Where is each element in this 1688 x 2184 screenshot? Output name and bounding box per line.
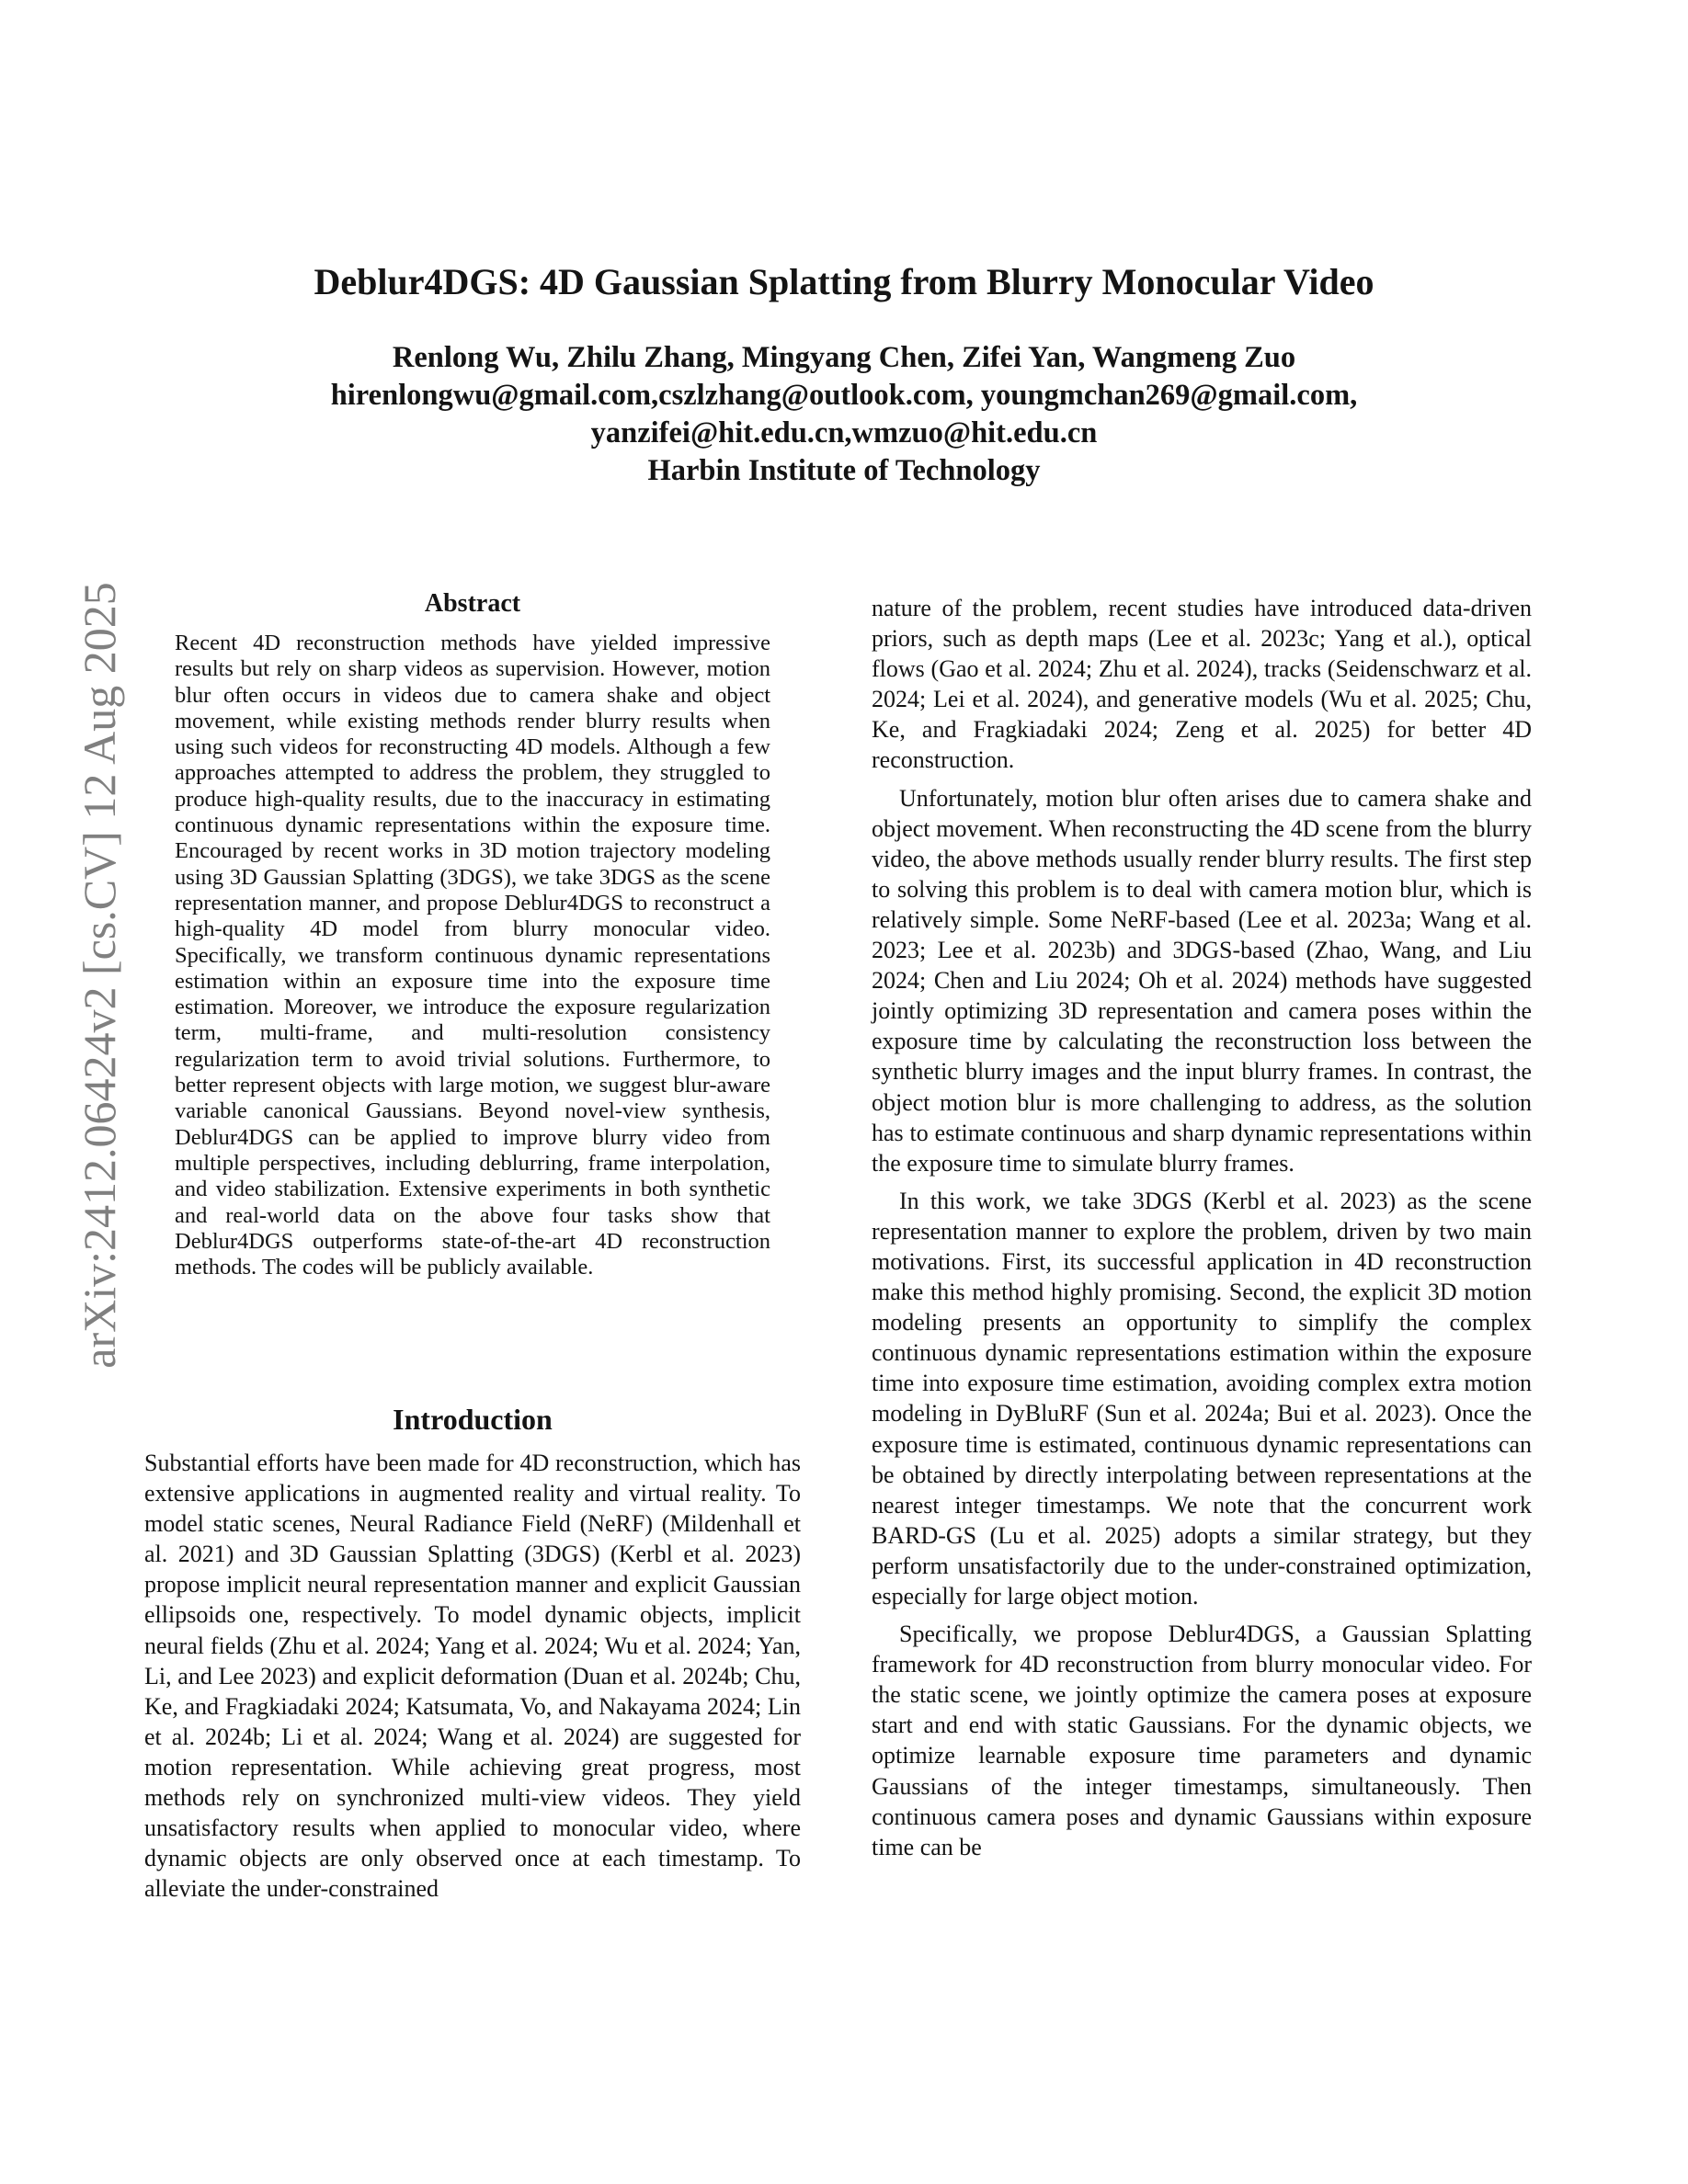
introduction-heading: Introduction (393, 1403, 553, 1436)
author-emails-line-2: yanzifei@hit.edu.cn,wmzuo@hit.edu.cn (590, 416, 1098, 449)
abstract-heading: Abstract (424, 589, 521, 618)
intro-paragraph-2: Unfortunately, motion blur often arises due to camera shake and object movement. When reconstructing the 4D scene from the blurry video, the above methods usually render blurry results. The first step to solving this problem is to deal with camera motion blur, which is relatively simple. Some NeRF-based (Lee et al. 2023a; Wang et al. 2023; Lee et al. 2023b) and 3DGS-based (Zhao, Wang, and Liu 2024; Chen and Liu 2024; Oh et al. 2024) methods have suggested jointly optimizing 3D representation and camera poses within the exposure time by calculating the reconstruction loss between the synthetic blurry images and the input blurry frames. In contrast, the object motion blur is more challenging to address, as the solution has to estimate continuous and sharp dynamic representations within the exposure time to simulate blurry frames. (872, 784, 1532, 1177)
author-block (0, 339, 1688, 490)
right-column-body (872, 593, 1532, 1870)
abstract-text: Recent 4D reconstruction methods have yielded impressive results but rely on sharp videos as supervision. However, motion blur often occurs in videos due to camera shake and object movement, while existing methods render blurry results when using such videos for reconstructing 4D models. Although a few approaches attempted to address the problem, they struggled to produce high-quality results, due to the inaccuracy in estimating continuous dynamic representations within the exposure time. Encouraged by recent works in 3D motion trajectory modeling using 3D Gaussian Splatting (3DGS), we take 3DGS as the scene representation manner, and propose Deblur4DGS to reconstruct a high-quality 4D model from blurry monocular video. Specifically, we transform continuous dynamic representations estimation within an exposure time into the exposure time estimation. Moreover, we introduce the exposure regularization term, multi-frame, and multi-resolution consistency regularization term to avoid trivial solutions. Furthermore, to better represent objects with large motion, we suggest blur-aware variable canonical Gaussians. Beyond novel-view synthesis, Deblur4DGS can be applied to improve blurry video from multiple perspectives, including deblurring, frame interpolation, and video stabilization. Extensive experiments in both synthetic and real-world data on the above four tasks show that Deblur4DGS outperforms state-of-the-art 4D reconstruction methods. The codes will be publicly available. (175, 631, 770, 1280)
intro-paragraph-3: In this work, we take 3DGS (Kerbl et al. 2023) as the scene representation manner to explore the problem, driven by two main motivations. First, its successful application in 4D reconstruction make this method highly promising. Second, the explicit 3D motion modeling presents an opportunity to simplify the complex continuous dynamic representations estimation within the exposure time into exposure time estimation, avoiding complex extra motion modeling in DyBluRF (Sun et al. 2024a; Bui et al. 2023). Once the exposure time is estimated, continuous dynamic representations can be obtained by directly interpolating between representations at the nearest integer timestamps. We note that the concurrent work BARD-GS (Lu et al. 2025) adopts a similar strategy, but they perform unsatisfactorily due to the under-constrained optimization, especially for large object motion. (872, 1187, 1532, 1610)
author-affiliation: Harbin Institute of Technology (647, 454, 1041, 487)
intro-paragraph-continuation: nature of the problem, recent studies have introduced data-driven priors, such as depth maps (Lee et al. 2023c; Yang et al.), optical flows (Gao et al. 2024; Zhu et al. 2024), tracks (Seidenschwarz et al. 2024; Lei et al. 2024), and generative models (Wu et al. 2025; Chu, Ke, and Fragkiadaki 2024; Zeng et al. 2025) for better 4D reconstruction. (872, 595, 1532, 774)
left-column-body (144, 1448, 801, 1904)
author-emails-line-1: hirenlongwu@gmail.com,cszlzhang@outlook.com, youngmchan269@gmail.com, (330, 379, 1358, 412)
arxiv-identifier-stamp: arXiv:2412.06424v2 [cs.CV] 12 Aug 2025 (74, 582, 125, 1369)
intro-paragraph-1: Substantial efforts have been made for 4D reconstruction, which has extensive applications in augmented reality and virtual reality. To model static scenes, Neural Radiance Field (NeRF) (Mildenhall et al. 2021) and 3D Gaussian Splatting (3DGS) (Kerbl et al. 2023) propose implicit neural representation manner and explicit Gaussian ellipsoids one, respectively. To model dynamic objects, implicit neural fields (Zhu et al. 2024; Yang et al. 2024; Wu et al. 2024; Yan, Li, and Lee 2023) and explicit deformation (Duan et al. 2024b; Chu, Ke, and Fragkiadaki 2024; Katsumata, Vo, and Nakayama 2024; Lin et al. 2024b; Li et al. 2024; Wang et al. 2024) are suggested for motion representation. While achieving great progress, most methods rely on synchronized multi-view videos. They yield unsatisfactory results when applied to monocular video, where dynamic objects are only observed once at each timestamp. To alleviate the under-constrained (144, 1450, 801, 1903)
abstract-section (175, 588, 770, 1280)
intro-paragraph-4: Specifically, we propose Deblur4DGS, a Gaussian Splatting framework for 4D reconstruction from blurry monocular video. For the static scene, we jointly optimize the camera poses at exposure start and end with static Gaussians. For the dynamic objects, we optimize learnable exposure time parameters and dynamic Gaussians of the integer timestamps, simultaneously. Then continuous camera poses and dynamic Gaussians within exposure time can be (872, 1621, 1532, 1860)
paper-title: Deblur4DGS: 4D Gaussian Splatting from Blurry Monocular Video (314, 261, 1374, 302)
author-names: Renlong Wu, Zhilu Zhang, Mingyang Chen, Zifei Yan, Wangmeng Zuo (392, 341, 1296, 374)
